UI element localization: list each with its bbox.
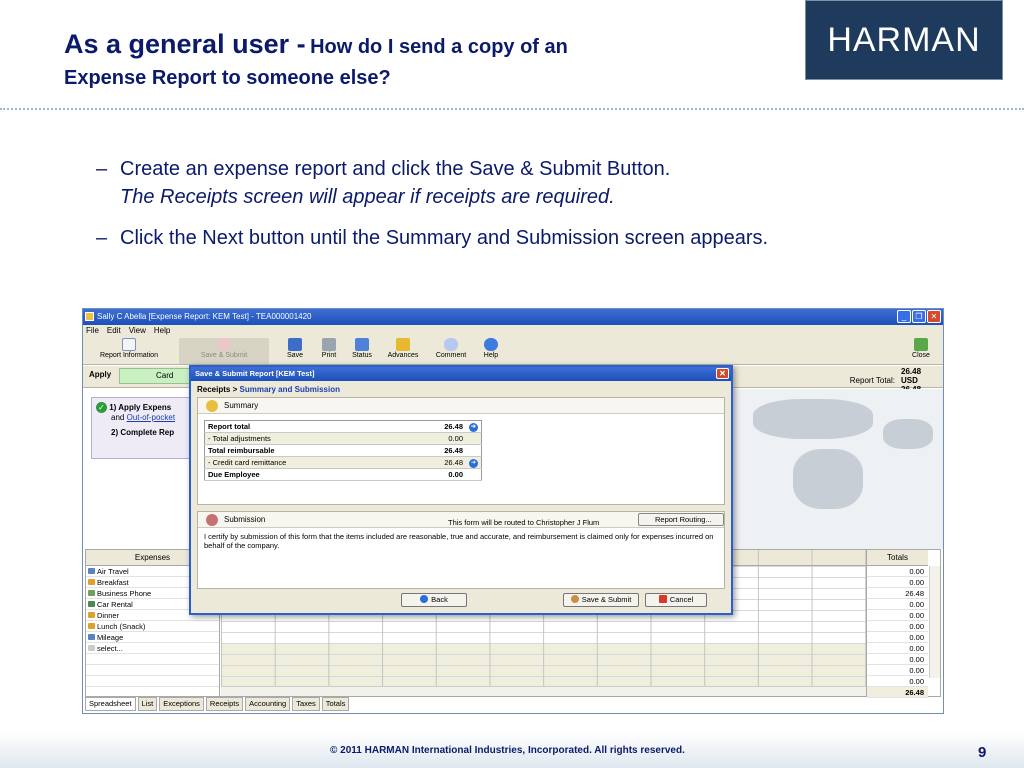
dialog-close-icon[interactable]: ✕ (716, 368, 729, 379)
bullet-dash: – (96, 227, 108, 249)
summary-value: 26.48 (406, 421, 466, 433)
total-cell: 0.00 (867, 610, 928, 621)
tab-receipts[interactable]: Receipts (206, 697, 243, 711)
map-landmass (883, 419, 933, 449)
tab-spreadsheet[interactable]: Spreadsheet (85, 697, 136, 711)
step2-text: 2) Complete Rep (111, 428, 175, 437)
back-arrow-icon (420, 595, 428, 603)
expense-row[interactable] (86, 665, 219, 676)
save-submit-dialog (189, 365, 733, 615)
expense-name: Lunch (Snack) (97, 622, 146, 631)
summary-row (205, 445, 482, 457)
bullet-1 (96, 155, 896, 211)
certification-text: I certify by submission of this form that the items included are reasonable, true and accurate, and reimbursement is claimed only for expenses incurred on behalf of the company. (204, 532, 714, 550)
expenses-header: Expenses (86, 550, 219, 566)
submit-label: Save & Submit (581, 595, 632, 604)
menu-file[interactable]: File (86, 326, 99, 335)
minimize-icon[interactable]: _ (897, 310, 911, 323)
print-label: Print (321, 352, 337, 359)
cancel-label: Cancel (669, 595, 694, 604)
crumb-current: Summary and Submission (239, 385, 340, 394)
advances-icon (396, 338, 410, 351)
step1-text: 1) Apply Expens (109, 403, 172, 412)
expense-row[interactable] (86, 643, 219, 654)
total-cell: 0.00 (867, 566, 928, 577)
comment-label: Comment (435, 352, 467, 359)
submission-title: Submission (224, 515, 266, 524)
back-button[interactable] (401, 593, 467, 607)
dialog-title: Save & Submit Report [KEM Test] (195, 369, 315, 378)
breakfast-icon (88, 579, 95, 585)
advances-label: Advances (387, 352, 419, 359)
harman-logo: HARMAN (805, 0, 1003, 80)
window-title: Sally C Abella [Expense Report: KEM Test] - TEA000001420 (97, 312, 312, 321)
bottom-tabs (85, 697, 349, 711)
help-button[interactable] (479, 338, 503, 359)
close-icon (914, 338, 928, 351)
page-number: 9 (978, 744, 987, 761)
bullet-1-text: Create an expense report and click the Save & Submit Button. (120, 158, 671, 180)
close-button[interactable] (907, 338, 935, 359)
dialog-titlebar (191, 367, 731, 381)
tab-list[interactable]: List (138, 697, 158, 711)
summary-panel (197, 397, 725, 505)
apply-label: Apply (89, 370, 112, 379)
total-cell: 0.00 (867, 599, 928, 610)
bullet-list (96, 155, 896, 265)
cancel-button[interactable] (645, 593, 707, 607)
phone-icon (88, 590, 95, 596)
expense-name: select... (97, 644, 123, 653)
total-cell: 0.00 (867, 577, 928, 588)
world-map-background (733, 389, 943, 549)
select-icon (88, 645, 95, 651)
expense-name: Air Travel (97, 567, 129, 576)
crumb-separator: > (232, 385, 238, 394)
comment-button[interactable] (429, 338, 473, 359)
window-controls (897, 310, 941, 323)
help-label: Help (483, 352, 499, 359)
bullet-dash: – (96, 158, 108, 180)
info-icon (122, 338, 136, 351)
expense-row[interactable] (86, 621, 219, 632)
menu-bar (83, 325, 943, 337)
dotted-divider (0, 108, 1024, 110)
status-button[interactable] (347, 338, 377, 359)
expense-app-window (82, 308, 944, 714)
print-button[interactable] (315, 338, 343, 359)
help-icon (484, 338, 498, 351)
total-cell: 0.00 (867, 643, 928, 654)
summary-row (205, 469, 482, 481)
total-cell: 0.00 (867, 654, 928, 665)
total-cell: 0.00 (867, 665, 928, 676)
horizontal-scrollbar[interactable] (221, 686, 866, 696)
close-window-icon[interactable]: ✕ (927, 310, 941, 323)
car-icon (88, 601, 95, 607)
tab-accounting[interactable]: Accounting (245, 697, 290, 711)
floppy-icon (288, 338, 302, 351)
expense-name: Business Phone (97, 589, 152, 598)
summary-row (205, 457, 482, 469)
title-bold: As a general user - (64, 29, 306, 59)
expense-row[interactable] (86, 654, 219, 665)
vertical-scrollbar[interactable] (929, 566, 940, 678)
toolbar (83, 337, 943, 365)
map-landmass (793, 449, 863, 509)
summary-label: Due Employee (205, 469, 407, 481)
tab-totals[interactable]: Totals (322, 697, 350, 711)
save-submit-dialog-button[interactable] (563, 593, 639, 607)
submit-icon (571, 595, 579, 603)
status-label: Status (352, 352, 372, 359)
summary-row (205, 421, 482, 433)
summary-icon (206, 400, 218, 412)
air-travel-icon (88, 568, 95, 574)
grid-cells-shaded (221, 643, 866, 686)
expense-row[interactable] (86, 632, 219, 643)
total-cell: 0.00 (867, 621, 928, 632)
expense-row[interactable] (86, 676, 219, 687)
tab-taxes[interactable]: Taxes (292, 697, 320, 711)
restore-icon[interactable]: ❐ (912, 310, 926, 323)
save-submit-button[interactable] (179, 338, 269, 364)
summary-value: 0.00 (406, 469, 466, 481)
total-cell: 0.00 (867, 676, 928, 687)
tab-exceptions[interactable]: Exceptions (159, 697, 204, 711)
crumb-receipts[interactable]: Receipts (197, 385, 231, 394)
window-titlebar (83, 309, 943, 325)
expense-name: Breakfast (97, 578, 129, 587)
summary-label: Report total (205, 421, 407, 433)
app-icon (85, 312, 94, 321)
arrow-right-icon[interactable]: ➔ (470, 460, 477, 466)
report-information-label: Report Information (100, 352, 158, 359)
check-icon: ✓ (96, 402, 107, 413)
save-label: Save (287, 352, 303, 359)
totals-header: Totals (867, 550, 928, 566)
dinner-icon (88, 612, 95, 618)
summary-value: 0.00 (406, 433, 466, 445)
comment-icon (444, 338, 458, 351)
totals-column (866, 550, 928, 696)
status-icon (355, 338, 369, 351)
summary-label: - Credit card remittance (205, 457, 407, 469)
expense-name: Car Rental (97, 600, 133, 609)
total-cell: 0.00 (867, 632, 928, 643)
submit-icon (217, 338, 231, 351)
submission-panel (197, 511, 725, 589)
lunch-icon (88, 623, 95, 629)
mileage-icon (88, 634, 95, 640)
close-label: Close (912, 352, 930, 359)
map-landmass (753, 399, 873, 439)
step1-and: and (111, 413, 125, 422)
bullet-2-text: Click the Next button until the Summary and Submission screen appears. (120, 227, 769, 249)
save-submit-label: Save & Submit (200, 352, 248, 359)
summary-value: 26.48 (406, 445, 466, 457)
title-line2: Expense Report to someone else? (64, 67, 391, 89)
slide-title (64, 28, 764, 91)
menu-view[interactable]: View (128, 326, 146, 335)
submission-icon (206, 514, 218, 526)
printer-icon (322, 338, 336, 351)
save-button[interactable] (281, 338, 309, 359)
back-label: Back (431, 595, 448, 604)
report-information-button[interactable] (91, 338, 167, 359)
summary-label: Total reimbursable (205, 445, 407, 457)
breadcrumb (191, 381, 731, 394)
card-tab[interactable]: Card (119, 368, 219, 384)
arrow-right-icon[interactable]: ➔ (470, 424, 477, 430)
menu-edit[interactable]: Edit (106, 326, 121, 335)
bullet-2 (96, 224, 776, 252)
title-rest: How do I send a copy of an (310, 36, 568, 58)
summary-value: 26.48 (406, 457, 466, 469)
summary-header (198, 398, 724, 414)
summary-row (205, 433, 482, 445)
report-routing-button[interactable]: Report Routing... (638, 513, 724, 526)
total-cell: 26.48 (867, 588, 928, 599)
out-of-pocket-link[interactable]: Out-of-pocket (126, 413, 176, 422)
report-total-label: Report Total: (849, 376, 895, 385)
copyright: © 2011 HARMAN International Industries, Incorporated. All rights reserved. (330, 745, 685, 756)
dialog-buttons (191, 593, 731, 611)
expense-name: Dinner (97, 611, 120, 620)
summary-title: Summary (224, 401, 259, 410)
routing-text: This form will be routed to Christopher J Flum (448, 518, 600, 527)
bullet-1-italic: The Receipts screen will appear if receipts are required. (120, 186, 615, 208)
summary-table (204, 420, 482, 481)
submission-header (198, 512, 724, 528)
grand-total: 26.48 (867, 687, 928, 698)
advances-button[interactable] (383, 338, 423, 359)
report-total-value: 26.48 USD (901, 367, 922, 385)
expense-name: Mileage (97, 633, 124, 642)
menu-help[interactable]: Help (153, 326, 171, 335)
summary-label: - Total adjustments (205, 433, 407, 445)
cancel-icon (659, 595, 667, 603)
